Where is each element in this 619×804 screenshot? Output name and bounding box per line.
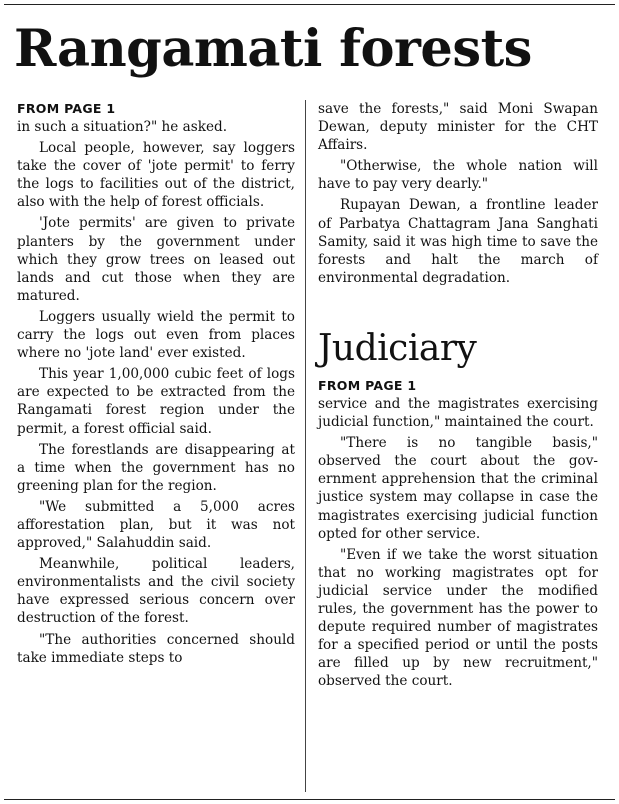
paragraph: Meanwhile, political leaders, environmentalists and the civil society have expressed serious concern over destruction of the forest. bbox=[17, 556, 295, 627]
bottom-rule bbox=[4, 799, 615, 800]
paragraph: Rupayan Dewan, a frontline leader of Parbatya Chattagram Jana Sanghati Samity, said it was high time to save the forests and halt the march of environmental degradation. bbox=[318, 197, 598, 286]
paragraph: service and the magistrates exercising judicial function," maintained the court. bbox=[318, 395, 598, 431]
paragraph: "Even if we take the worst situation that no working magistrates opt for judicial service under the modified rules, the government has the power to depute required number of magistrates for a specified period or until the posts are filled up by new recruitment," observed the court. bbox=[318, 546, 598, 690]
paragraph: in such a situation?" he asked. bbox=[17, 119, 228, 135]
paragraph: save the forests," said Moni Swapan Dewan, deputy minister for the CHT Affairs. bbox=[318, 101, 598, 154]
top-rule bbox=[4, 4, 615, 5]
headline-judiciary: Judiciary bbox=[318, 327, 477, 369]
paragraph: "The authorities concerned should take immediate steps to bbox=[17, 631, 295, 666]
right-column bbox=[318, 100, 598, 693]
paragraph: Local people, however, say loggers take the cover of 'jote permit' to ferry the logs to facilities out of the district, also with the help of forest officials. bbox=[17, 140, 295, 211]
paragraph: The forestlands are disappearing at a time when the government has no greening plan for the region. bbox=[17, 441, 295, 494]
kicker-from-page-1: FROM PAGE 1 bbox=[17, 101, 116, 116]
paragraph: "Otherwise, the whole nation will have to pay very dearly." bbox=[318, 158, 598, 193]
paragraph: "There is no tangible basis," observed the court about the government apprehension that the criminal justice system may collapse in case the magistrates exercising judicial function opted for other service. bbox=[318, 435, 598, 542]
kicker-from-page-1: FROM PAGE 1 bbox=[318, 377, 417, 393]
paragraph: "We submitted a 5,000 acres afforestation plan, but it was not approved," Salahuddin said. bbox=[17, 498, 295, 552]
paragraph: This year 1,00,000 cubic feet of logs are expected to be extracted from the Rangamati forest region under the permit, a forest official said. bbox=[17, 366, 295, 437]
paragraph: Loggers usually wield the permit to carry the logs out even from places where no 'jote land' ever existed. bbox=[17, 308, 295, 362]
paragraph: 'Jote permits' are given to private planters by the government under which they grow trees on leased out lands and cut those when they are matured. bbox=[17, 215, 295, 304]
column-divider bbox=[305, 100, 306, 792]
headline-rangamati-forests: Rangamati forests bbox=[14, 19, 532, 79]
left-column bbox=[17, 100, 295, 670]
